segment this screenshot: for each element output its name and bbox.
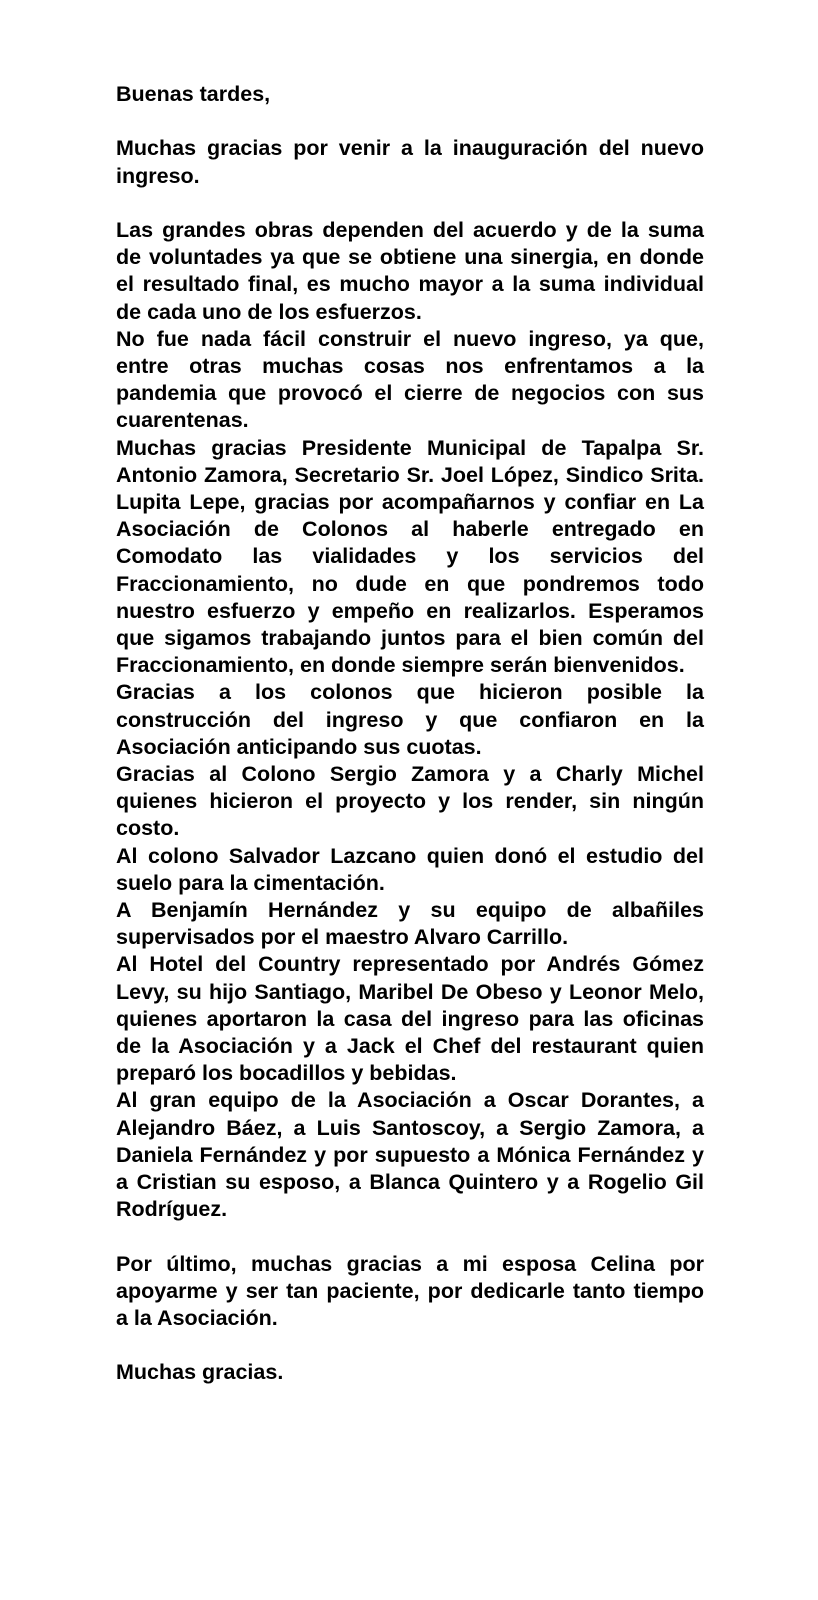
paragraph-wife-thanks: Por último, muchas gracias a mi esposa Celina por apoyarme y ser tan paciente, por dedicarle tanto tiempo a la Asociación. [116,1251,704,1331]
paragraph-hotel-thanks: Al Hotel del Country representado por Andrés Gómez Levy, su hijo Santiago, Maribel De Obeso y Leonor Melo, quienes aportaron la casa del ingreso para las oficinas de la Asociación y a Jack el Chef del restaurant quien preparó los bocadillos y bebidas. [116,952,704,1086]
paragraph-team-thanks: Al gran equipo de la Asociación a Oscar Dorantes, a Alejandro Báez, a Luis Santoscoy, a Sergio Zamora, a Daniela Fernández y por supuesto a Mónica Fernández y a Cristian su esposo, a Blanca Quintero y a Rogelio Gil Rodríguez. [116,1088,704,1222]
paragraph-gap [116,108,704,135]
paragraph-municipal-thanks: Muchas gracias Presidente Municipal de Tapalpa Sr. Antonio Zamora, Secretario Sr. Joel López, Sindico Srita. Lupita Lepe, gracias por acompañarnos y confiar en La Asociación de Colonos al haberle entregado en Comodato las vialidades y los servicios del Fraccionamiento, no dude en que pondremos todo nuestro esfuerzo y empeño en realizarlos. Esperamos que sigamos trabajando juntos para el bien común del Fraccionamiento, en donde siempre serán bienvenidos. [116,435,704,678]
paragraph-construction: No fue nada fácil construir el nuevo ingreso, ya que, entre otras muchas cosas nos enfrentamos a la pandemia que provocó el cierre de negocios con sus cuarentenas. [116,326,704,433]
paragraph-soil-study-thanks: Al colono Salvador Lazcano quien donó el estudio del suelo para la cimentación. [116,843,704,895]
paragraph-colonos-thanks: Gracias a los colonos que hicieron posible la construcción del ingreso y que confiaron en la Asociación anticipando sus cuotas. [116,680,704,759]
paragraph-gap [116,190,704,217]
paragraph-gap [116,1332,704,1359]
paragraph-project-thanks: Gracias al Colono Sergio Zamora y a Charly Michel quienes hicieron el proyecto y los render, sin ningún costo. [116,762,704,841]
paragraph-thanks-attendance: Muchas gracias por venir a la inauguración del nuevo ingreso. [116,136,704,188]
closing: Muchas gracias. [116,1360,284,1385]
paragraph-builders-thanks: A Benjamín Hernández y su equipo de albañiles supervisados por el maestro Alvaro Carrillo. [116,898,704,950]
paragraph-great-works: Las grandes obras dependen del acuerdo y de la suma de voluntades ya que se obtiene una sinergia, en donde el resultado final, es mucho mayor a la suma individual de cada uno de los esfuerzos. [116,217,704,324]
greeting: Buenas tardes, [116,82,271,106]
letter-document [116,81,704,1387]
paragraph-gap [116,1224,704,1251]
